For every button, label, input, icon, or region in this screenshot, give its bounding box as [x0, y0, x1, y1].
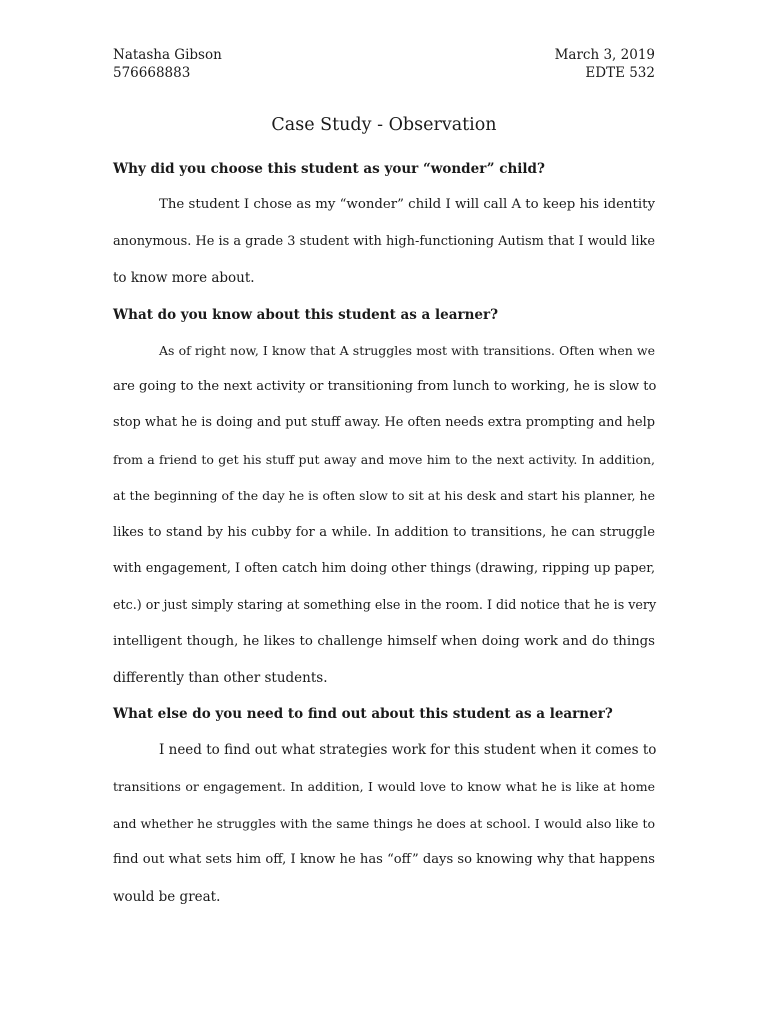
- student-number: 576668883: [113, 65, 191, 81]
- paragraph-line: at the beginning of the day he is often slow to sit at his desk and start his planner, he: [113, 488, 655, 503]
- paragraph-line: find out what sets him off, I know he has “off” days so knowing why that happens: [113, 852, 655, 867]
- paragraph-line: are going to the next activity or transitioning from lunch to working, he is slow to: [113, 379, 657, 394]
- paragraph-line: transitions or engagement. In addition, I would love to know what he is like at home: [113, 779, 655, 794]
- paragraph-line: from a friend to get his stuff put away and move him to the next activity. In addition,: [113, 452, 655, 467]
- paragraph-line: anonymous. He is a grade 3 student with high-functioning Autism that I would like: [113, 234, 655, 249]
- paragraph-line: likes to stand by his cubby for a while. In addition to transitions, he can struggle: [113, 525, 655, 540]
- paragraph-line: to know more about.: [113, 270, 255, 286]
- author-name: Natasha Gibson: [113, 47, 222, 63]
- section-question: What do you know about this student as a learner?: [113, 307, 499, 323]
- paragraph-line: The student I chose as my “wonder” child I will call A to keep his identity: [159, 197, 655, 212]
- header-row-1: [113, 46, 655, 64]
- paragraph-line: differently than other students.: [113, 670, 328, 686]
- paragraph-line: with engagement, I often catch him doing other things (drawing, ripping up paper,: [113, 561, 656, 576]
- paragraph-line: would be great.: [113, 889, 221, 905]
- paragraph-line: and whether he struggles with the same things he does at school. I would also like to: [113, 816, 655, 831]
- section-question: What else do you need to find out about this student as a learner?: [113, 706, 613, 722]
- paragraph-line: As of right now, I know that A struggles most with transitions. Often when we: [159, 343, 655, 358]
- section-question: Why did you choose this student as your “wonder” child?: [113, 161, 545, 177]
- document-title: Case Study - Observation: [271, 115, 497, 135]
- document-date: March 3, 2019: [554, 47, 655, 63]
- paragraph-line: etc.) or just simply staring at something else in the room. I did notice that he is very: [113, 597, 657, 612]
- header-row-2: [113, 64, 655, 82]
- course-code: EDTE 532: [585, 65, 655, 81]
- paragraph-line: intelligent though, he likes to challenge himself when doing work and do things: [113, 634, 655, 649]
- paragraph-line: I need to find out what strategies work for this student when it comes to: [159, 742, 657, 758]
- paragraph-line: stop what he is doing and put stuff away. He often needs extra prompting and help: [113, 415, 656, 430]
